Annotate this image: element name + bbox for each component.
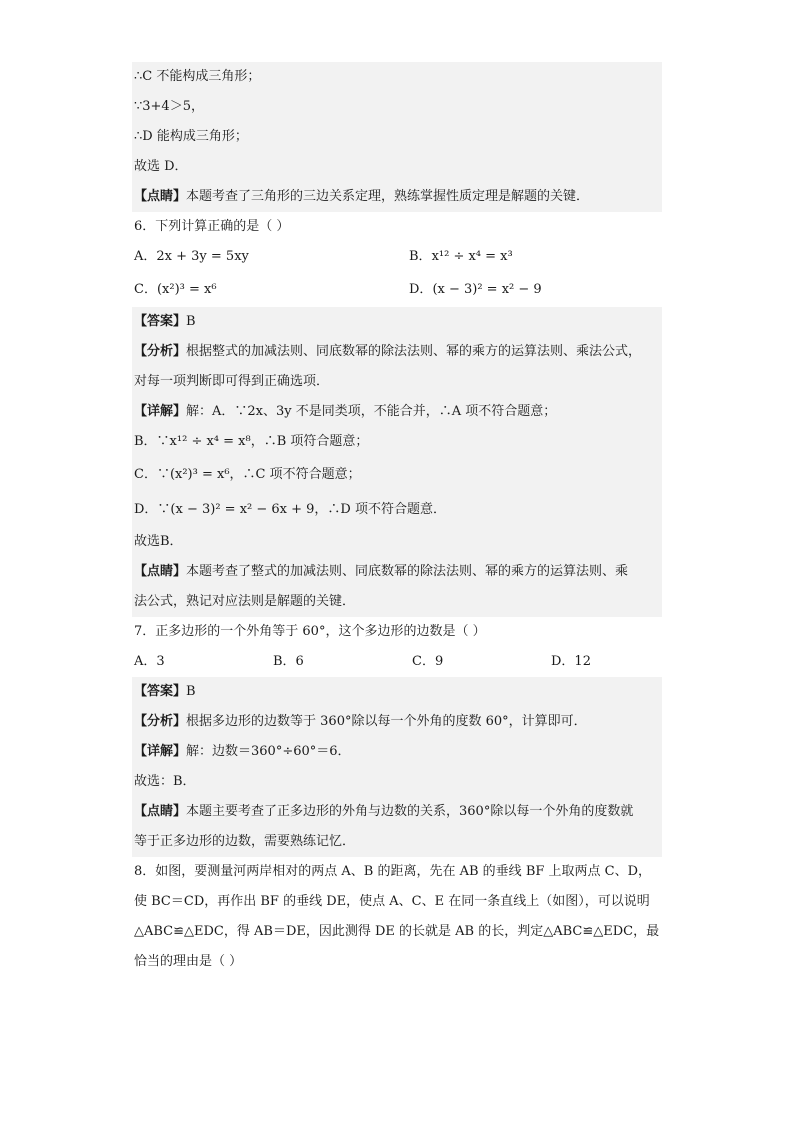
q6-option-d: D．(x − 3)² = x² − 9 [409,282,542,297]
q7-choose: 故选：B． [132,767,662,797]
q7-answer: 【答案】B [132,677,662,707]
q7-option-d: D．12 [551,654,591,669]
q8-line-2: 使 BC＝CD，再作出 BF 的垂线 DE，使点 A、C、E 在同一条直线上（如图），可以说明 [134,894,650,909]
document-page [132,62,662,977]
q7-comment-2: 等于正多边形的边数，需要熟练记忆． [132,827,662,857]
prev-line-1: ∴C 不能构成三角形； [132,62,662,92]
q6-options-row-2 [132,272,662,307]
q7-stem: 7．正多边形的一个外角等于 60°，这个多边形的边数是（ ） [134,624,486,639]
q6-analysis-2: 对每一项判断即可得到正确选项． [132,367,662,397]
q6-analysis-1: 【分析】根据整式的加减法则、同底数幂的除法法则、幂的乘方的运算法则、乘法公式， [132,337,662,367]
prev-line-4: 故选 D． [132,152,662,182]
q6-detail-1: 【详解】解：A．∵2x、3y 不是同类项，不能合并，∴A 项不符合题意； [132,397,662,427]
q6-answer: 【答案】B [132,307,662,337]
q6-detail-4: D．∵(x − 3)² = x² − 6x + 9，∴D 项不符合题意． [132,492,662,527]
comment-tag: 【点睛】 [134,189,187,204]
comment-text: 本题考查了三角形的三边关系定理，熟练掌握性质定理是解题的关键． [186,189,590,204]
q7-detail: 【详解】解：边数＝360°÷60°＝6． [132,737,662,767]
q6-detail-3: C．∵(x²)³ = x⁶，∴C 项不符合题意； [132,457,662,492]
q8-line-4: 恰当的理由是（ ） [134,954,243,969]
q7-comment-1: 【点睛】本题主要考查了正多边形的外角与边数的关系，360°除以每一个外角的度数就 [132,797,662,827]
q8-line-3: △ABC≌△EDC，得 AB＝DE，因此测得 DE 的长就是 AB 的长，判定△ABC≌△EDC，最 [134,924,660,939]
q6-comment-2: 法公式，熟记对应法则是解题的关键． [132,587,662,617]
q7-option-b: B．6 [273,654,304,669]
q8-line-1: 8．如图，要测量河两岸相对的两点 A、B 的距离，先在 AB 的垂线 BF 上取两点 C、D， [134,864,652,879]
q6-option-c: C．(x²)³ = x⁶ [134,282,217,297]
q7-option-c: C．9 [412,654,444,669]
prev-line-2: ∵3+4＞5， [132,92,662,122]
q6-choose: 故选B． [132,527,662,557]
prev-comment [132,182,662,212]
q6-option-b: B．x¹² ÷ x⁴ = x³ [409,249,513,264]
q7-option-a: A．3 [134,654,165,669]
q6-comment-1: 【点睛】本题考查了整式的加减法则、同底数幂的除法法则、幂的乘方的运算法则、乘 [132,557,662,587]
q6-stem: 6．下列计算正确的是（ ） [134,219,290,234]
q6-options-row-1 [132,242,662,272]
q7-analysis: 【分析】根据多边形的边数等于 360°除以每一个外角的度数 60°，计算即可． [132,707,662,737]
prev-line-3: ∴D 能构成三角形； [132,122,662,152]
q6-option-a: A．2x + 3y = 5xy [134,249,249,264]
q6-detail-2: B．∵x¹² ÷ x⁴ = x⁸，∴B 项符合题意； [132,427,662,457]
q7-options [132,647,662,677]
